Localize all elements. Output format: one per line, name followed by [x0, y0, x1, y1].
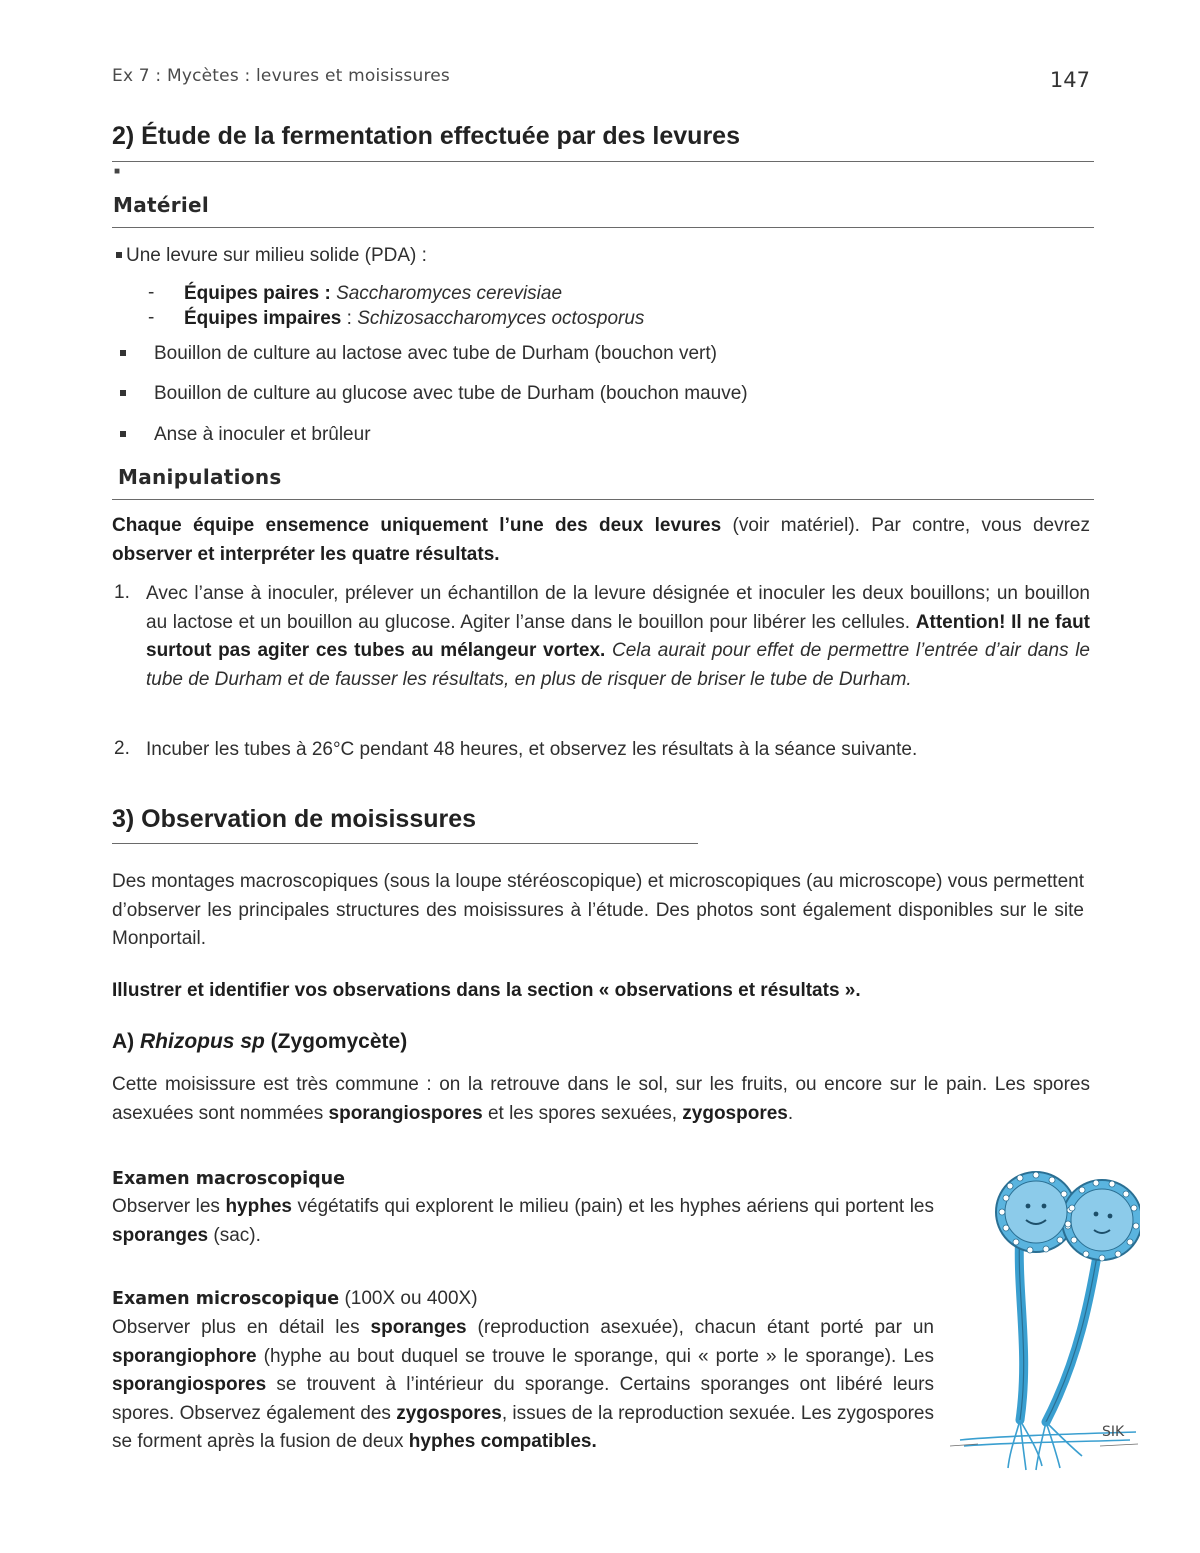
section-2-rule — [112, 161, 1094, 162]
section-3-rule — [112, 843, 698, 844]
subsection-a-title: A) Rhizopus sp (Zygomycète) — [112, 1030, 408, 1053]
micro-heading: Examen microscopique (100X ou 400X) — [112, 1288, 478, 1309]
step-2: Incuber les tubes à 26°C pendant 48 heures, et observez les résultats à la séance suivante. — [146, 739, 918, 760]
step-number: 1. — [114, 582, 130, 603]
manipulations-rule — [112, 499, 1094, 500]
illustration-signature: SIK — [1102, 1424, 1125, 1440]
bullet-icon — [120, 350, 126, 356]
rhizopus-description: Cette moisissure est très commune : on la retrouve dans le sol, sur les fruits, ou encore sur le pain. Les spores asexuées sont nommées sporangiospores et les spores sexuées, zygospores. — [112, 1074, 1090, 1124]
team-even: Équipes paires : Saccharomyces cerevisiae — [184, 283, 563, 304]
macro-text: Observer les hyphes végétatifs qui explorent le milieu (pain) et les hyphes aériens qui portent les sporanges (sac). — [112, 1196, 934, 1246]
section-3-intro: Des montages macroscopiques (sous la loupe stéréoscopique) et microscopiques (au microscope) vous permettent d’observer les principales structures des moisissures à l’étude. Des photos sont également disponibles sur le site Monportail. — [112, 871, 1084, 949]
micro-text: Observer plus en détail les sporanges (reproduction asexuée), chacun étant porté par un sporangiophore (hyphe au bout duquel se trouve le sporange, qui « porte » le sporange). Les sporangiospores se trouvent à l’intérieur du sporange. Certains sporanges ont libéré leurs spores. Observez également des zygospores, issues de la reproduction sexuée. Les zygospores se forment après la fusion de deux hyphes compatibles. — [112, 1317, 934, 1452]
bullet-icon — [120, 390, 126, 396]
rhizopus-illustration-icon — [950, 1150, 1140, 1480]
macro-heading: Examen macroscopique — [112, 1169, 345, 1189]
dash-icon: - — [148, 307, 155, 328]
materiel-rule — [112, 227, 1094, 228]
dash-icon: - — [148, 282, 155, 303]
section-3-instruction: Illustrer et identifier vos observations dans la section « observations et résultats ». — [112, 980, 861, 1001]
page-number: 147 — [1049, 68, 1090, 92]
small-square-mark: ■ — [114, 166, 121, 177]
bullet-icon — [120, 431, 126, 437]
materiel-item: Anse à inoculer et brûleur — [154, 424, 371, 445]
running-title: Ex 7 : Mycètes : levures et moisissures — [112, 66, 450, 86]
materiel-intro: Une levure sur milieu solide (PDA) : — [126, 245, 427, 266]
section-2-title: 2) Étude de la fermentation effectuée par des levures — [112, 122, 740, 150]
section-3-title: 3) Observation de moisissures — [112, 805, 477, 833]
materiel-item: Bouillon de culture au glucose avec tube de Durham (bouchon mauve) — [154, 383, 748, 404]
bullet-icon — [116, 252, 122, 258]
team-odd: Équipes impaires : Schizosaccharomyces octosporus — [184, 308, 645, 329]
step-number: 2. — [114, 738, 130, 759]
materiel-item: Bouillon de culture au lactose avec tube de Durham (bouchon vert) — [154, 343, 717, 364]
step-1: Avec l’anse à inoculer, prélever un échantillon de la levure désignée et inoculer les deux bouillons; un bouillon au lactose et un bouillon au glucose. Agiter l’anse dans le bouillon pour libérer les cellules. Attention! Il ne faut surtout pas agiter ces tubes au mélangeur vortex. Cela aurait pour effet de permettre l’entrée d’air dans le tube de Durham et de fausser les résultats, en plus de risquer de briser le tube de Durham. — [146, 583, 1090, 690]
manipulations-heading: Manipulations — [118, 465, 282, 489]
manipulations-intro: Chaque équipe ensemence uniquement l’une des deux levures (voir matériel). Par contre, vous devrez observer et interpréter les quatre résultats. — [112, 515, 1090, 565]
materiel-heading: Matériel — [113, 193, 210, 217]
